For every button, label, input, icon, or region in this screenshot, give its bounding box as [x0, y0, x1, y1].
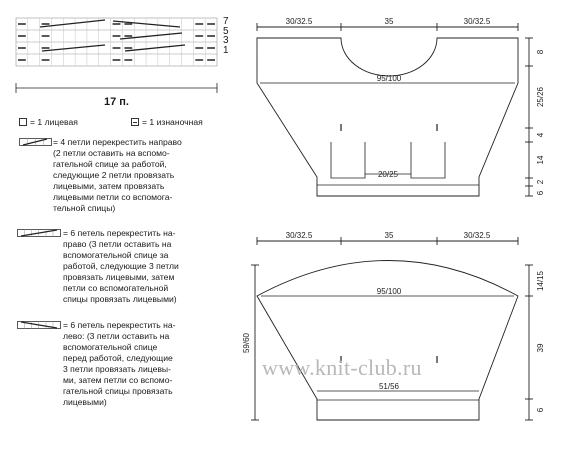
cable6-left-symbol-icon [17, 321, 62, 330]
back-right-dim-3: 4 [536, 132, 545, 138]
back-pattern-diagram [245, 5, 566, 220]
cable6-right-symbol-icon [17, 229, 62, 238]
back-top-dim-right: 30/32.5 [463, 17, 491, 26]
back-right-dim-6: 6 [536, 190, 545, 196]
knit-label: = 1 лицевая [30, 117, 78, 127]
back-right-dim-4: 14 [536, 155, 545, 165]
back-right-dim-1: 8 [536, 49, 545, 55]
back-right-dim-5: 2 [536, 179, 545, 185]
row-number-1: 1 [223, 44, 229, 56]
back-bottom-label: 20/25 [377, 170, 399, 179]
purl-symbol-icon [131, 118, 139, 126]
front-left-dim: 59/60 [242, 332, 251, 354]
row-number-7: 7 [223, 16, 229, 27]
back-top-dim-middle: 35 [384, 17, 394, 26]
front-bottom-label: 51/56 [378, 382, 400, 391]
front-top-dim-left: 30/32.5 [285, 231, 313, 240]
legend-purl [131, 117, 203, 127]
purl-label: = 1 изнаночная [142, 117, 203, 127]
cable4-symbol-icon [19, 138, 53, 147]
front-top-dim-middle: 35 [384, 231, 394, 240]
row-number-3: 3 [223, 35, 229, 46]
back-top-dim-left: 30/32.5 [285, 17, 313, 26]
row-number-5: 5 [223, 25, 229, 37]
cable6-right-description: = 6 петель перекрестить на- право (3 петли оставить на вспомогательной спице за работой, следующие 3 петли провязать лицевыми, затем петли со вспомогательной спицы провязать лицевыми) [63, 228, 179, 304]
back-width-label: 95/100 [376, 74, 402, 83]
front-right-dim-1: 14/15 [536, 270, 545, 292]
front-width-label: 95/100 [376, 287, 402, 296]
front-top-dim-right: 30/32.5 [463, 231, 491, 240]
watermark-text: www.knit-club.ru [262, 355, 422, 380]
front-pattern-diagram [242, 225, 566, 430]
front-right-dim-2: 39 [536, 343, 545, 353]
cable4-description: = 4 петли перекрестить направо (2 петли оставить на вспомо- гательной спице за работой, следующие 2 петли провязать лицевыми, затем провязать лицевыми петли со вспомога- тельной спицы) [53, 137, 182, 213]
chart-width-label: 17 п. [104, 96, 129, 108]
back-right-dim-2: 25/26 [536, 86, 545, 108]
knit-symbol-icon [19, 118, 27, 126]
cable6-left-description: = 6 петель перекрестить на- лево: (3 петли оставить на вспомогательной спице перед работой, следующие 3 петли провязать лицевы- ми, затем петли со вспомо- гательной спицы провязать лицевыми) [63, 320, 176, 407]
legend-knit [19, 117, 78, 127]
front-right-dim-3: 6 [536, 407, 545, 413]
